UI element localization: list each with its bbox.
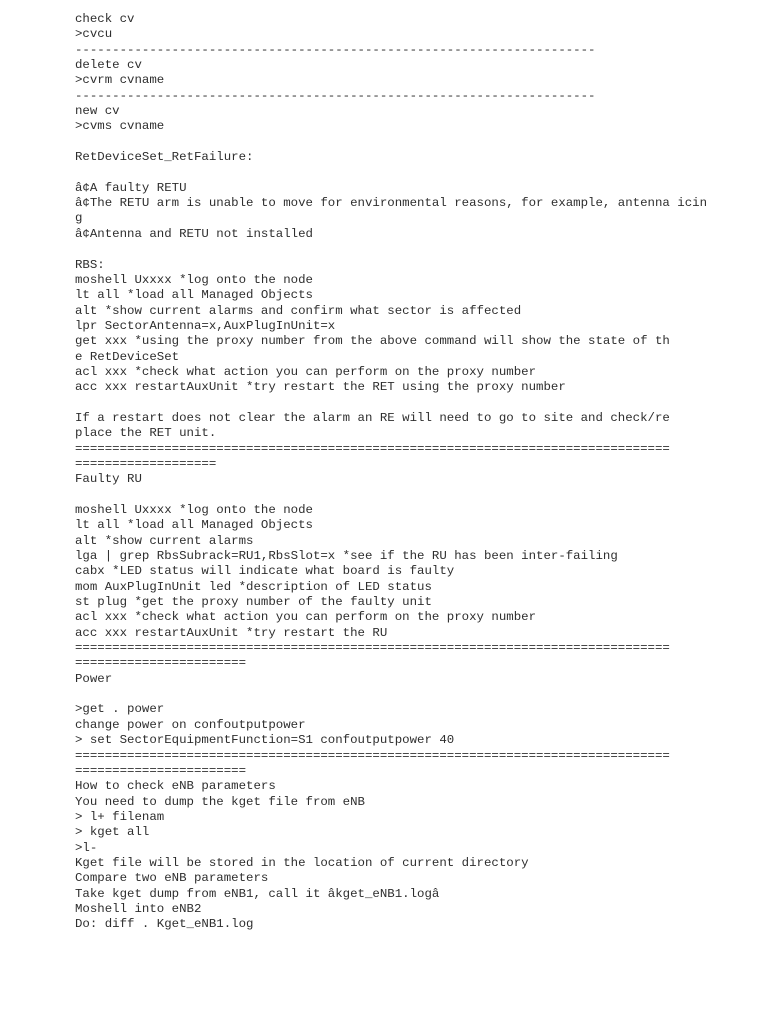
section-heading: How to check eNB parameters [75,779,276,794]
command-line: Do: diff . Kget_eNB1.log [75,917,254,932]
text-line: place the RET unit. [75,426,217,441]
text-line: e RetDeviceSet [75,349,180,364]
command-line: > kget all [75,825,150,840]
text-line: Kget file will be stored in the location of current directory [75,855,529,870]
command-line: moshell Uxxxx *log onto the node [75,272,313,287]
text-line: Take kget dump from eNB1, call it âkget_eNB1.logâ [75,886,440,901]
blank-line [75,687,755,702]
double-separator: ================================================================================ [75,441,670,456]
blank-line [75,396,755,411]
command-line: >get . power [75,702,165,717]
double-separator: ======================= [75,656,247,671]
double-separator: ================================================================================ [75,641,670,656]
command-line: acc xxx restartAuxUnit *try restart the RU [75,625,388,640]
command-line: acl xxx *check what action you can perform on the proxy number [75,610,537,625]
text-line: RBS: [75,257,105,272]
document-page [75,12,755,1012]
command-line: cabx *LED status will indicate what board is faulty [75,564,455,579]
text-line: new cv [75,104,120,119]
command-line: get xxx *using the proxy number from the above command will show the state of th [75,334,670,349]
dashed-separator: ---------------------------------------------------------------------- [75,42,596,57]
command-line: lpr SectorAntenna=x,AuxPlugInUnit=x [75,318,336,333]
blank-line [75,165,755,180]
double-separator: ================================================================================ [75,748,670,763]
section-heading: Power [75,671,113,686]
command-line: lt all *load all Managed Objects [75,288,313,303]
double-separator: ======================= [75,763,247,778]
text-line: g [75,211,83,226]
dashed-separator: ---------------------------------------------------------------------- [75,88,596,103]
command-line: lt all *load all Managed Objects [75,518,313,533]
bullet-line: â¢A faulty RETU [75,180,187,195]
text-line: >cvms cvname [75,119,165,134]
bullet-line: â¢Antenna and RETU not installed [75,226,313,241]
command-line: mom AuxPlugInUnit led *description of LED status [75,579,432,594]
text-line: >cvrm cvname [75,73,165,88]
command-line: > l+ filenam [75,809,165,824]
text-line: You need to dump the kget file from eNB [75,794,365,809]
command-line: lga | grep RbsSubrack=RU1,RbsSlot=x *see if the RU has been inter-failing [75,549,618,564]
text-line: change power on confoutputpower [75,717,306,732]
text-line: Compare two eNB parameters [75,871,269,886]
blank-line [75,488,755,503]
command-line: acl xxx *check what action you can perform on the proxy number [75,364,537,379]
blank-line [75,242,755,257]
blank-line [75,135,755,150]
text-line: If a restart does not clear the alarm an RE will need to go to site and check/re [75,410,670,425]
double-separator: =================== [75,456,217,471]
bullet-line: â¢The RETU arm is unable to move for environmental reasons, for example, antenna icin [75,196,708,211]
section-heading: RetDeviceSet_RetFailure: [75,150,254,165]
command-line: moshell Uxxxx *log onto the node [75,503,313,517]
text-line: Moshell into eNB2 [75,901,202,916]
command-line: st plug *get the proxy number of the faulty unit [75,595,432,610]
section-heading: Faulty RU [75,472,142,487]
command-line: alt *show current alarms and confirm what sector is affected [75,303,522,318]
text-line: delete cv [75,58,142,73]
text-line: check cv [75,12,135,26]
command-line: alt *show current alarms [75,533,254,548]
command-line: >l- [75,840,98,855]
command-line: acc xxx restartAuxUnit *try restart the RET using the proxy number [75,380,566,395]
text-line: >cvcu [75,27,113,42]
command-line: > set SectorEquipmentFunction=S1 confoutputpower 40 [75,733,455,748]
